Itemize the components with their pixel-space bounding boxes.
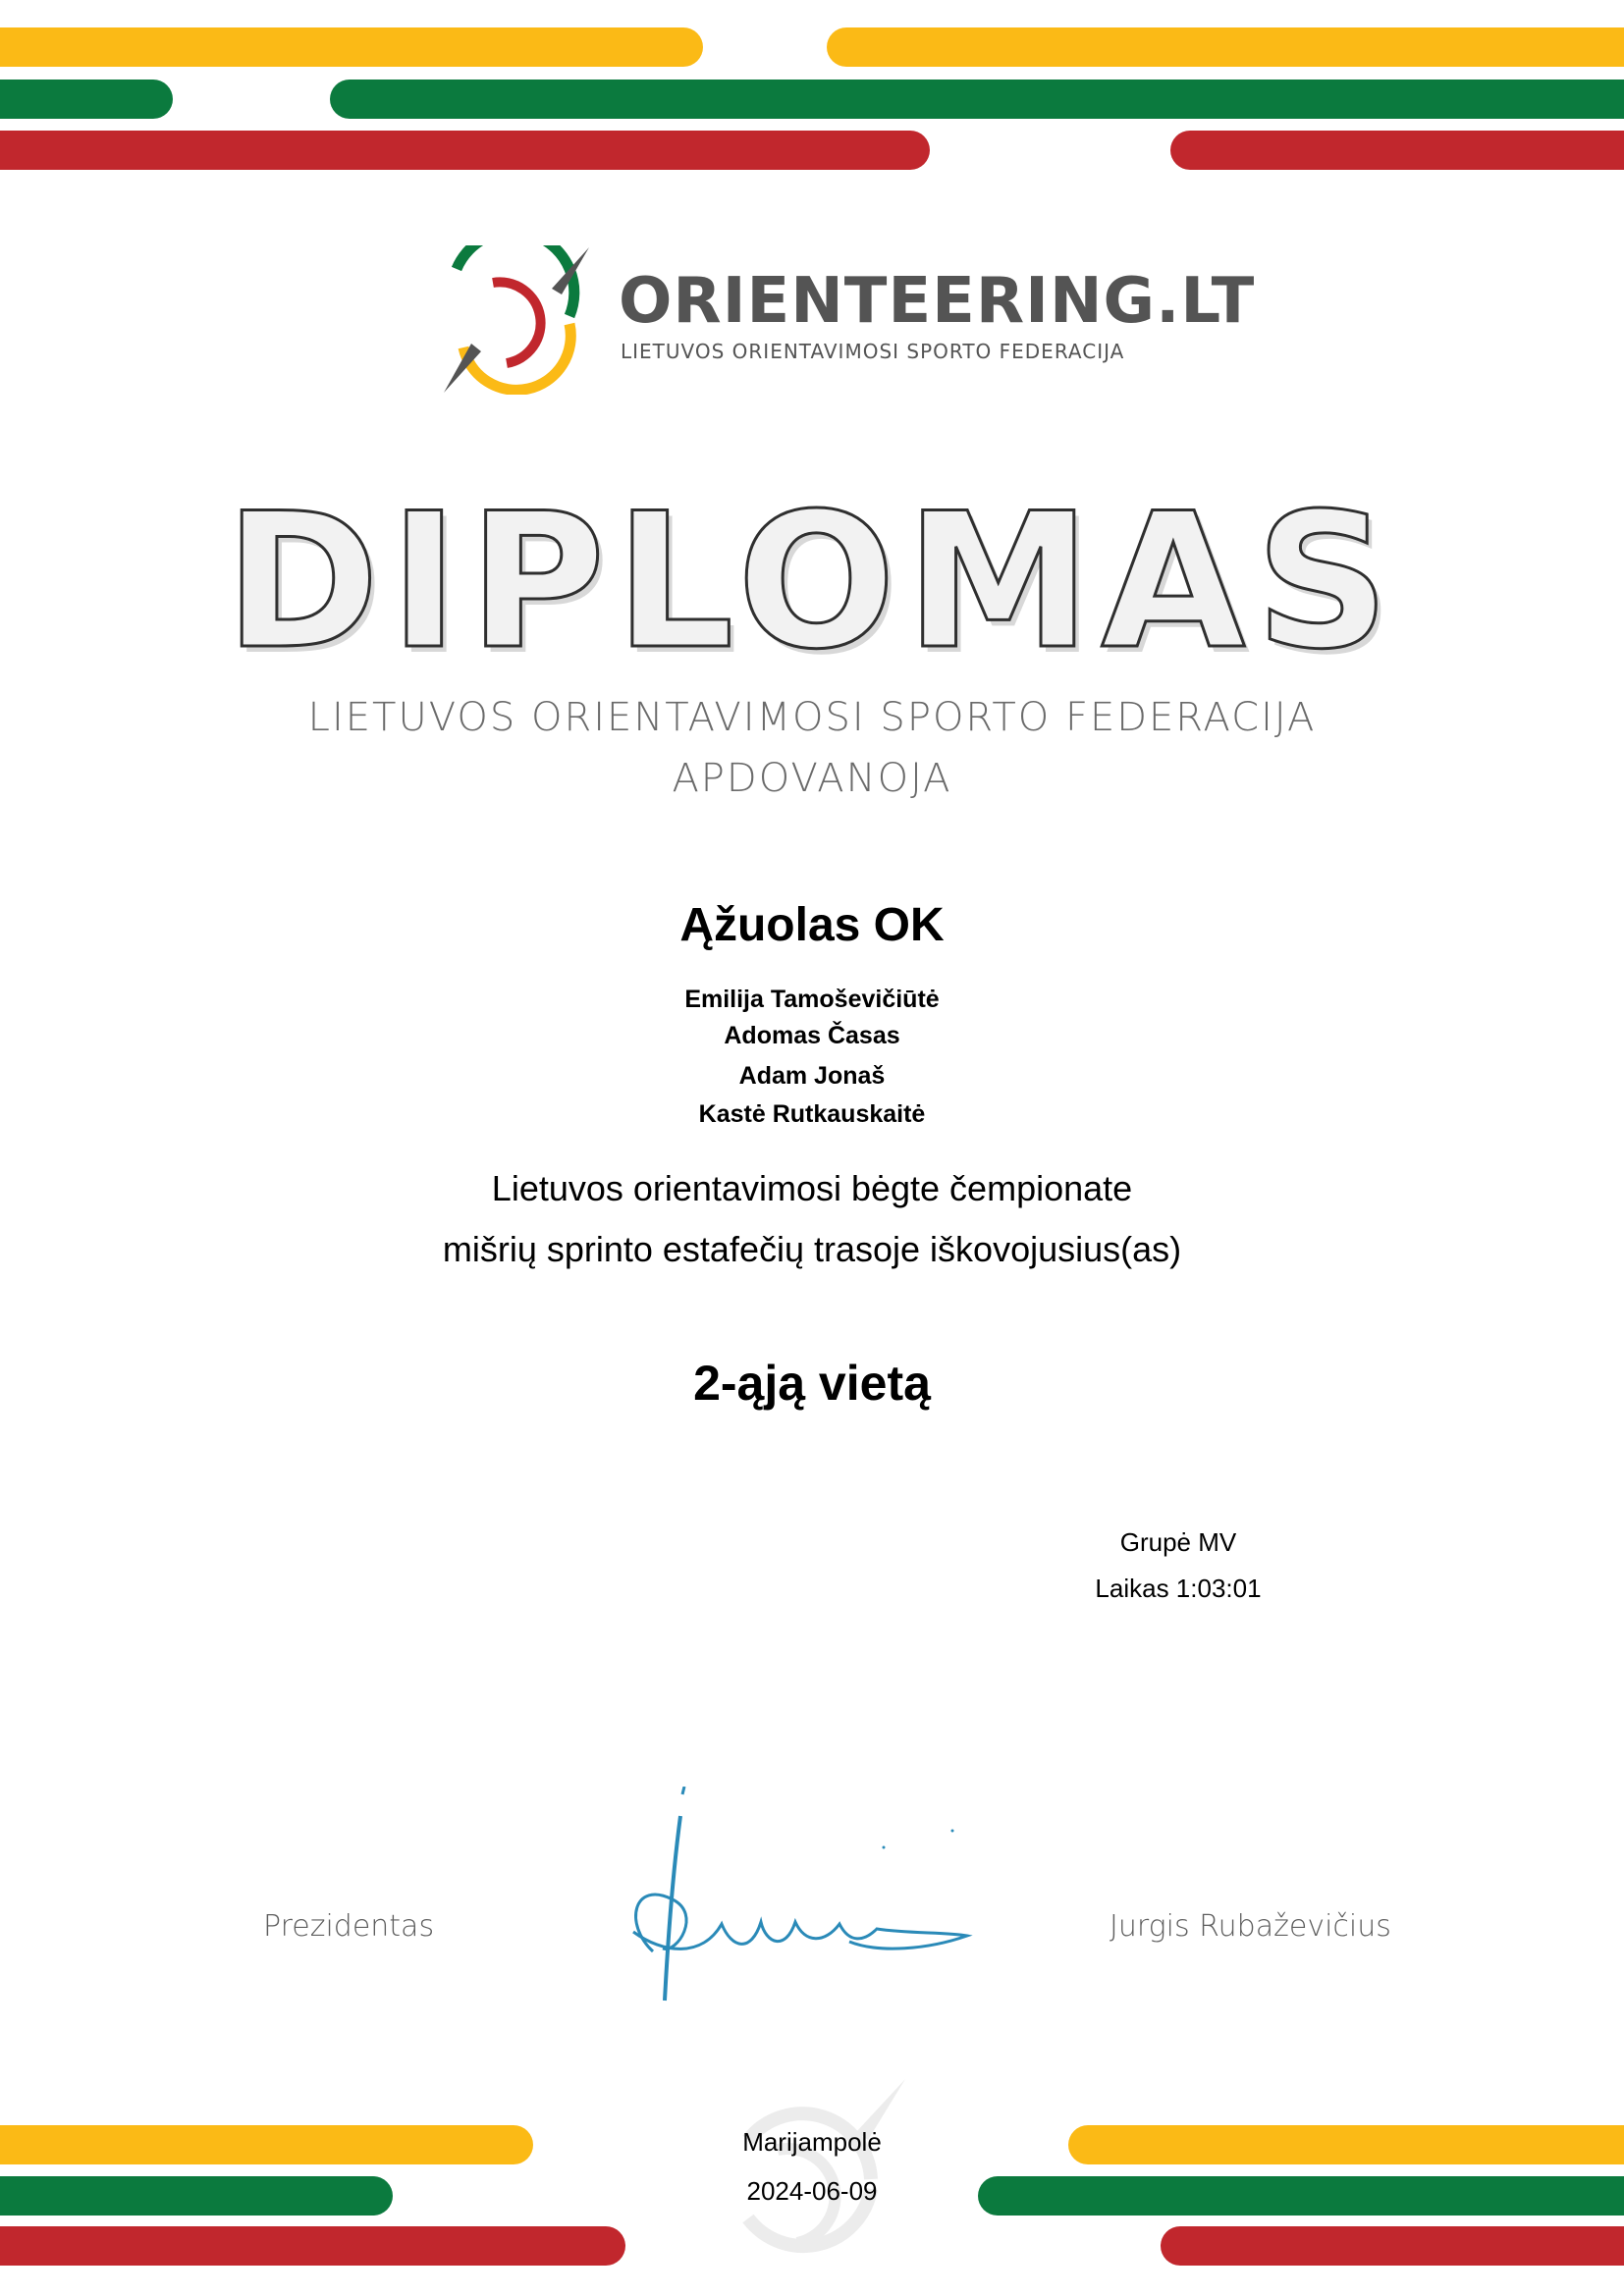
team-member: Adomas Časas <box>724 1022 900 1049</box>
team-member: Adam Jonaš <box>738 1062 886 1090</box>
place-award: 2-ąją vietą <box>693 1356 931 1411</box>
federation-line-2: APDOVANOJA <box>672 756 952 801</box>
brand-name: ORIENTEERING.LT <box>619 265 1256 338</box>
top-stripe-yellow-right <box>827 27 1624 67</box>
signature-name: Jurgis Rubaževičius <box>1110 1909 1391 1944</box>
event-line-2: mišrių sprinto estafečių trasoje iškovojusius(as) <box>442 1229 1182 1269</box>
orienteering-compass-logo-icon <box>442 245 599 395</box>
footer-date: 2024-06-09 <box>746 2176 878 2206</box>
footer-city: Marijampolė <box>742 2127 882 2157</box>
team-name: Ąžuolas OK <box>679 899 945 951</box>
top-stripe-red-left <box>0 131 930 170</box>
handwritten-signature-icon <box>614 1787 977 2007</box>
team-member: Emilija Tamoševičiūtė <box>684 986 940 1013</box>
top-stripe-green-right <box>330 80 1624 119</box>
signature-role: Prezidentas <box>263 1909 435 1944</box>
diploma-title: DIPLOMAS <box>224 473 1400 690</box>
event-line-1: Lietuvos orientavimosi bėgte čempionate <box>491 1168 1133 1208</box>
top-stripe-yellow-left <box>0 27 703 67</box>
group-label: Grupė MV <box>1119 1527 1237 1557</box>
team-member: Kastė Rutkauskaitė <box>698 1100 926 1128</box>
top-stripe-red-right <box>1170 131 1624 170</box>
bottom-stripe-red-left <box>0 2226 625 2266</box>
federation-line-1: LIETUVOS ORIENTAVIMOSI SPORTO FEDERACIJA <box>307 695 1317 740</box>
time-label: Laikas 1:03:01 <box>1095 1574 1262 1603</box>
top-stripe-green-left <box>0 80 173 119</box>
bottom-stripe-red-right <box>1161 2226 1624 2266</box>
brand-tagline: LIETUVOS ORIENTAVIMOSI SPORTO FEDERACIJA <box>621 340 1125 363</box>
